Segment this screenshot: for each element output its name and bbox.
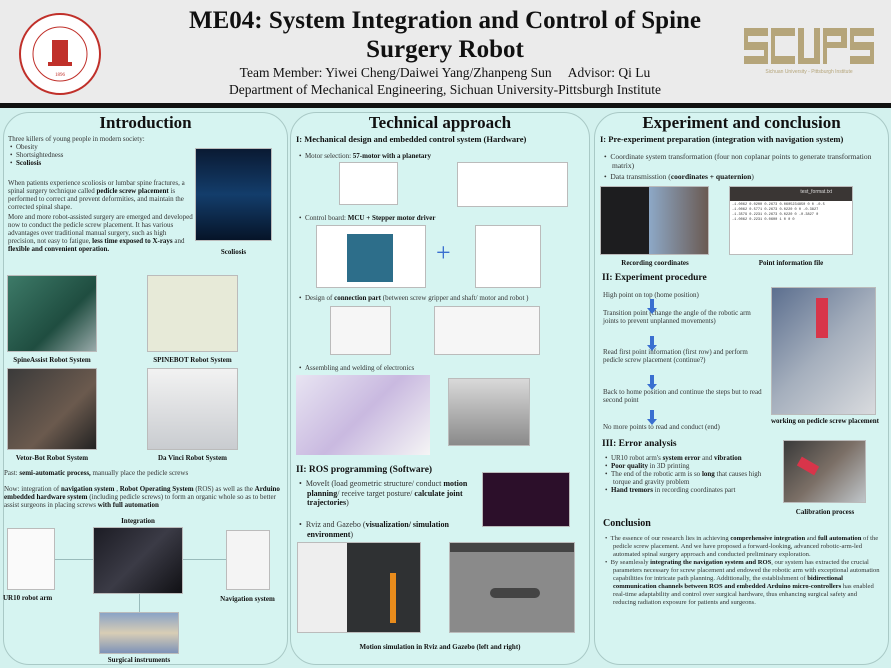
intro-now	[4, 485, 284, 509]
bold-text: Poor quality	[610, 462, 648, 470]
conclusion-item: • By seamlessly integrating the navigation system and ROS, our system has extracted the crucial parameters necessary for screw placement and endowed the robotic arm with exceptional automation capabilities for intricate path planning. Additionally, the establishment of bidirectional communication channels between ROS and embedded Arduino micro-controllers has enabled real-time adaptability and control over surgical hardware, thus enhancing surgical safety and reducing radiation exposure for patients and surgeons.	[605, 559, 880, 606]
hardware-heading: I: Mechanical design and embedded control system (Hardware)	[296, 134, 527, 144]
pre-experiment-heading: I: Pre-experiment preparation (integration with navigation system)	[600, 134, 844, 144]
spineassist-image	[7, 275, 97, 352]
text-segment: of the pedicle screw placement. And we have proposed a forward-looking, advanced robotic-arm-led automated spinal surgery approach and conducted preliminary exploration.	[613, 535, 879, 558]
text-segment: )	[350, 529, 354, 539]
text-segment: UR10 robot arm's	[610, 454, 663, 462]
assembly-render	[296, 375, 430, 455]
bold-text: MCU + Stepper motor driver	[347, 214, 436, 222]
text-segment: and	[172, 237, 185, 245]
bold-text: less time exposed to X-rays	[92, 237, 173, 245]
bold-text: system error	[662, 454, 701, 462]
rviz-gazebo-bullet: • Rviz and Gazebo (visualization/ simulation environment)	[299, 520, 449, 539]
error-item: • Poor quality in 3D printing	[605, 462, 690, 470]
error-item: • The end of the robotic arm is so long that causes high torque and gravity problem	[605, 470, 762, 486]
bold-text: flexible and convenient operation.	[8, 245, 110, 253]
intro-paragraph-1	[8, 179, 193, 211]
scupi-logo: Sichuan University - Pittsburgh Institute	[744, 28, 874, 68]
bold-text: comprehensive integration	[730, 535, 806, 542]
text-segment: Data transmisstion (	[610, 172, 671, 181]
motor-selection: • Motor selection: 57-motor with a planetary	[299, 152, 432, 160]
procedure-heading: II: Experiment procedure	[602, 273, 707, 283]
bold-text: long	[701, 470, 715, 478]
bullet-shortsightedness: • Shortsightedness	[10, 151, 64, 159]
vetorbot-image	[7, 368, 97, 450]
calibration-photo	[783, 440, 866, 503]
connector-line	[55, 559, 93, 560]
text-segment: / receive target posture/	[337, 488, 415, 498]
bold-text: semi-automatic process,	[19, 469, 91, 477]
text-segment: that causes high torque and gravity problem	[613, 470, 762, 486]
bold-text: navigation system	[60, 485, 115, 493]
bold-text: bidirectional communication channels between ROS and embedded Arduino micro-controllers	[613, 575, 844, 590]
arduino-board-image	[316, 225, 426, 288]
motor-side-drawing	[457, 162, 568, 207]
error-item: • Hand tremors in recording coordinates part	[605, 486, 736, 494]
ur10-image	[7, 528, 55, 590]
integration-caption: Integration	[121, 517, 155, 525]
experiment-title: Experiment and conclusion	[642, 113, 841, 132]
spinebot-image	[147, 275, 238, 352]
text-segment: in recording coordinates part	[653, 486, 736, 494]
introduction-title: Introduction	[99, 113, 192, 132]
text-segment: )	[346, 498, 349, 507]
text-segment: (ROS) as well as the	[193, 485, 255, 493]
technical-title: Technical approach	[368, 113, 512, 132]
header-divider	[0, 103, 891, 108]
text-segment: (between screw gripper and shaft/ motor and robot )	[380, 294, 529, 302]
connection-part-render-2	[434, 306, 540, 355]
text-segment: Assembling and welding of electronics	[304, 364, 415, 372]
vetorbot-caption: Vetor-Bot Robot System	[15, 454, 89, 462]
davinci-image	[147, 368, 238, 450]
text-segment: Coordinate system transformation (four non coplanar points to generate transformation matrix)	[610, 152, 872, 170]
conclusion-heading: Conclusion	[603, 518, 651, 529]
bold-text: Scoliosis	[15, 159, 42, 167]
text-segment: The essence of our research lies in achieving	[610, 535, 731, 542]
bold-text: full automation	[817, 535, 862, 542]
error-list	[603, 454, 768, 494]
intro-paragraph-2	[8, 213, 193, 253]
pedicle-screw-photo	[771, 287, 876, 415]
navigation-caption: Navigation system	[220, 595, 275, 603]
bold-text: vibration	[713, 454, 742, 462]
conclusion-list	[603, 535, 881, 607]
file-title: test_format.txt	[730, 187, 852, 201]
scoliosis-caption: Scoliosis	[220, 248, 247, 256]
moveit-bullet: • MoveIt (load geometric structure/ conduct motion planning/ receive target posture/ calculate joint trajectories)	[299, 479, 468, 507]
conclusion-item: • The essence of our research lies in achieving comprehensive integration and full automation of the pedicle screw placement. And we have proposed a forward-looking, advanced robotic-arm-led automated spinal surgery approach and conducted preliminary exploration.	[605, 535, 879, 558]
stepper-driver-diagram	[475, 225, 541, 288]
bold-text: coordinates + quaternion	[670, 172, 752, 181]
poster-title-line1: ME04: System Integration and Control of Spine	[188, 7, 702, 34]
bold-text: integrating the navigation system and ROS	[650, 559, 772, 566]
gazebo-screenshot	[449, 542, 575, 633]
text-segment: has enabled real-time adaptability and control over surgical hardware, thus enhancing surgical safety and reducing radiation exposure for patients and surgeons.	[613, 583, 874, 606]
bold-text: Arduino embedded hardware system	[4, 485, 280, 501]
text-segment: and	[805, 535, 818, 542]
text-segment: ,	[114, 485, 120, 493]
connector-line	[183, 559, 226, 560]
bold-text: pedicle screw placement	[96, 187, 169, 195]
text-segment: Rviz and Gazebo (	[305, 520, 366, 529]
connector-line	[139, 594, 140, 612]
simulation-caption: Motion simulation in Rviz and Gazebo (left and right)	[359, 643, 521, 651]
intro-bullets	[8, 143, 188, 167]
down-arrow-icon	[647, 375, 657, 390]
terminal-screenshot	[482, 472, 570, 527]
ur10-caption: UR10 robot arm	[3, 594, 53, 602]
text-segment: The end of the robotic arm is so	[610, 470, 702, 478]
procedure-step-2: Transition point (change the angle of the robotic arm joints to prevent unplanned movements)	[603, 309, 751, 325]
point-file-caption: Point information file	[758, 259, 824, 267]
text-segment: , our system has extracted the crucial parameters necessary for screw placement and endowed the robotic arm with exceptional automation capabilities for intricate path planning. Additionally, the establishment of	[613, 559, 880, 582]
text-segment: Design of	[304, 294, 335, 302]
recording-caption: Recording coordinates	[621, 259, 689, 267]
procedure-step-3: Read first point information (first row) and perform pedicle screw placement (continue?)	[603, 348, 748, 364]
assembling: • Assembling and welding of electronics	[299, 364, 415, 372]
plus-sign: +	[436, 238, 451, 267]
svg-text:1896: 1896	[55, 73, 65, 78]
text-segment: Three killers of young people in modern society:	[8, 135, 145, 143]
integration-image	[93, 527, 183, 594]
spineassist-caption: SpineAssist Robot System	[13, 356, 91, 364]
bullet-scoliosis: • Scoliosis	[10, 159, 42, 167]
file-line: -1.0062 0.2231 0.0600 1 0 0 0	[732, 218, 795, 222]
assembly-photo	[448, 378, 530, 446]
text-segment: When patients experience scoliosis or lumbar spine fractures, a spinal surgery technique called	[8, 179, 185, 195]
bold-text: motion planning	[307, 479, 468, 498]
bullet-obesity: • Obesity	[10, 143, 38, 151]
department: Department of Mechanical Engineering, Sichuan University-Pittsburgh Institute	[228, 82, 662, 97]
text-segment: manually place the pedicle screws	[90, 469, 189, 477]
bold-text: calculate joint trajectories	[307, 488, 463, 507]
bold-text: visualization/ simulation environment	[307, 520, 449, 539]
bold-text: connection part	[334, 294, 381, 302]
text-segment: MoveIt (load geometric structure/ conduct	[305, 479, 444, 488]
intro-killers	[8, 135, 188, 143]
text-segment: (including pedicle screws) to form an organic whole so as to better assist surgeons in placing screws	[4, 493, 276, 509]
connection-part: • Design of connection part (between screw gripper and shaft/ motor and robot )	[299, 294, 529, 302]
bold-text: with full automation	[97, 501, 159, 509]
bold-text: Hand tremors	[610, 486, 654, 494]
text-segment: By seamlessly	[610, 559, 651, 566]
scoliosis-image	[195, 148, 272, 241]
motor-front-drawing	[339, 162, 398, 205]
text-segment: in 3D printing	[647, 462, 690, 470]
text-segment: Motor selection:	[304, 152, 353, 160]
bold-text: Robot Operating System	[119, 485, 194, 493]
down-arrow-icon	[647, 336, 657, 351]
intro-past	[4, 469, 284, 477]
navigation-image	[226, 530, 270, 590]
file-lines	[730, 201, 852, 225]
sichuan-university-logo	[18, 12, 102, 96]
text-segment: Past:	[4, 469, 20, 477]
text-segment: Shortsightedness	[15, 151, 64, 159]
poster-title-line2: Surgery Robot	[366, 36, 524, 63]
recording-coordinates-image	[600, 186, 709, 255]
team-members: Team Member: Yiwei Cheng/Daiwei Yang/Zhanpeng Sun Advisor: Qi Lu	[239, 65, 651, 80]
file-line: -1.0062 0.5771 0.2673 0.0220 0 0 -0.3827	[732, 208, 819, 212]
text-segment: Obesity	[15, 143, 38, 151]
rviz-screenshot	[297, 542, 421, 633]
working-caption: working on pedicle screw placement	[771, 417, 879, 425]
file-line: -1.3579 0.2231 0.2673 0.0220 0 -0.3827 0	[732, 213, 819, 217]
text-segment: )	[751, 172, 754, 181]
bold-text: 57-motor with a planetary	[352, 152, 432, 160]
point-file-image	[729, 186, 853, 255]
software-heading: II: ROS programming (Software)	[296, 465, 433, 475]
down-arrow-icon	[647, 299, 657, 314]
procedure-step-4: Back to home position and continue the steps but to read second point	[603, 388, 762, 404]
connection-part-render-1	[330, 306, 391, 355]
coordinate-bullet: • Coordinate system transformation (four non coplanar points to generate transformation matrix)	[604, 152, 872, 170]
file-line: -1.0062 0.0200 0.2673 0.0605234850 0 0 -0.5	[732, 203, 825, 207]
surgical-caption: Surgical instruments	[107, 656, 171, 664]
text-segment: is performed to correct and prevent deformities, and maintain the corrected spinal shape.	[8, 187, 184, 211]
error-analysis-heading: III: Error analysis	[602, 439, 677, 449]
text-segment: More and more robot-assisted surgery are emerged and developed now to conduct the pedicle screw placement. It has various advantages over traditional manual surgery, such as high precision, not easy to fatigue,	[8, 213, 193, 245]
down-arrow-icon	[647, 410, 657, 425]
text-segment: Now: integration of	[4, 485, 61, 493]
error-item: • UR10 robot arm's system error and vibration	[605, 454, 742, 462]
procedure-step-1: High point on top (home position)	[603, 291, 699, 299]
spinebot-caption: SPINEBOT Robot System	[153, 356, 232, 364]
calibration-caption: Calibration process	[795, 508, 855, 516]
surgical-instruments-image	[99, 612, 179, 654]
davinci-caption: Da Vinci Robot System	[157, 454, 228, 462]
text-segment: Control board:	[304, 214, 348, 222]
procedure-step-5: No more points to read and conduct (end)	[603, 423, 720, 431]
text-segment: and	[700, 454, 714, 462]
control-board: • Control board: MCU + Stepper motor driver	[299, 214, 436, 222]
data-transmission-bullet: • Data transmisstion (coordinates + quaternion)	[604, 172, 754, 181]
